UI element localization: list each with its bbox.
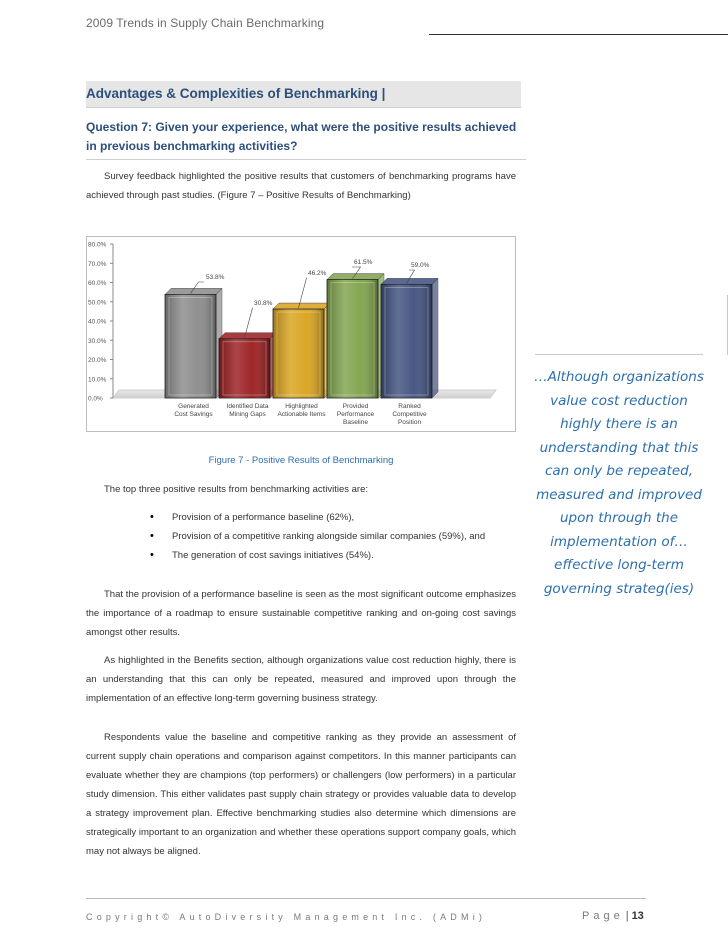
bar-top <box>381 278 438 284</box>
chart-svg <box>86 236 516 432</box>
positive-results-chart <box>86 236 516 432</box>
footer-copyright: Copyright© AutoDiversity Management Inc. (ADMi) <box>86 912 487 922</box>
bar-shine <box>273 309 324 398</box>
y-tick-label: 50.0% <box>88 299 107 307</box>
x-tick-label: Ranked <box>398 403 421 410</box>
page-number: 13 <box>631 910 644 922</box>
figure-caption: Figure 7 - Positive Results of Benchmarking <box>208 455 394 466</box>
x-tick-label: Performance <box>336 411 375 418</box>
bar-5 <box>381 278 438 398</box>
bar-side <box>432 278 438 398</box>
bar-shine <box>219 339 270 398</box>
bar-shine <box>327 280 378 398</box>
x-tick-label: Position <box>397 419 422 426</box>
y-tick-label: 30.0% <box>88 337 107 345</box>
bar-shine <box>165 294 216 398</box>
header-rule <box>429 34 728 35</box>
y-tick-label: 0.0% <box>88 395 103 403</box>
document-header-title: 2009 Trends in Supply Chain Benchmarking <box>86 16 325 30</box>
y-tick-label: 70.0% <box>88 260 107 268</box>
bar-2 <box>219 333 276 398</box>
x-tick-label: Generated <box>178 403 209 410</box>
section-title: Advantages & Complexities of Benchmarking | <box>86 86 386 101</box>
x-tick-label: Provided <box>342 403 369 410</box>
benefits-paragraph: As highlighted in the Benefits section, although organizations value cost reduction highly, there is an understanding that this can only be repeated, measured and improved upon through the implementation of an effective long-term governing business strategy. <box>86 655 516 704</box>
bar-top <box>273 303 330 309</box>
bullet-item: • Provision of a performance baseline (62%), <box>150 508 520 527</box>
bar-shine <box>381 284 432 398</box>
x-tick-label: Identified Data <box>226 403 269 410</box>
bar-4 <box>327 274 384 398</box>
bar-3 <box>273 303 330 398</box>
bullet-item: • The generation of cost savings initiatives (54%). <box>150 546 520 565</box>
results-bullet-list <box>150 508 520 565</box>
footer-rule <box>86 898 646 899</box>
y-tick-label: 60.0% <box>88 280 107 287</box>
baseline-paragraph: That the provision of a performance baseline is seen as the most significant outcome emphasizes the importance of a roadmap to ensure sustainable competitive ranking and on-going cost savings amongst other results. <box>86 589 516 638</box>
data-label: 59.0% <box>411 262 430 269</box>
data-label: 53.8% <box>206 274 225 281</box>
page-separator: | <box>625 910 629 922</box>
bar-top <box>219 333 276 339</box>
question-heading: Question 7: Given your experience, what were the positive results achieved in previous benchmarking activities? <box>86 118 526 160</box>
y-tick-label: 40.0% <box>88 318 107 326</box>
y-tick-label: 10.0% <box>88 376 107 384</box>
data-label: 30.8% <box>254 300 273 307</box>
bullet-item: • Provision of a competitive ranking alongside similar companies (59%), and <box>150 527 520 546</box>
bar-1 <box>165 288 222 398</box>
data-label: 61.5% <box>354 259 373 266</box>
footer-page-number <box>582 910 644 922</box>
pull-quote: …Although organizations value cost reduction highly there is an understanding that this can only be repeated, measured and improved upon through the implementation of… effective long-term governing strateg(ies) <box>534 369 704 597</box>
respondents-paragraph: Respondents value the baseline and competitive ranking as they provide an assessment of current supply chain operations and comparison against competitors. In this manner participants can evaluate whether they are champions (top performers) or challengers (low performers) in a particular study dimension. This either validates past supply chain strategy or provides valuable data to develop a strategy improvement plan. Effective benchmarking studies also determine which dimensions are strategically important to an organization and whether these operations support company goals, which may not always be aligned. <box>86 732 516 857</box>
y-tick-label: 20.0% <box>88 357 107 364</box>
section-heading-bar <box>86 81 521 108</box>
top-three-paragraph: The top three positive results from benchmarking activities are: <box>104 484 369 495</box>
sidebar-rule <box>535 354 703 355</box>
y-tick-label: 80.0% <box>88 241 107 249</box>
x-tick-label: Highlighted <box>285 403 318 410</box>
x-tick-label: Competitive <box>392 411 427 418</box>
intro-paragraph: Survey feedback highlighted the positive results that customers of benchmarking programs have achieved through past studies. (Figure 7 – Positive Results of Benchmarking) <box>86 171 516 201</box>
x-tick-label: Cost Savings <box>174 411 213 418</box>
x-tick-label: Mining Gaps <box>229 411 266 418</box>
page-label: Page <box>582 910 624 922</box>
x-tick-label: Actionable Items <box>277 411 326 418</box>
x-tick-label: Baseline <box>343 419 368 426</box>
data-label: 46.2% <box>308 270 327 277</box>
